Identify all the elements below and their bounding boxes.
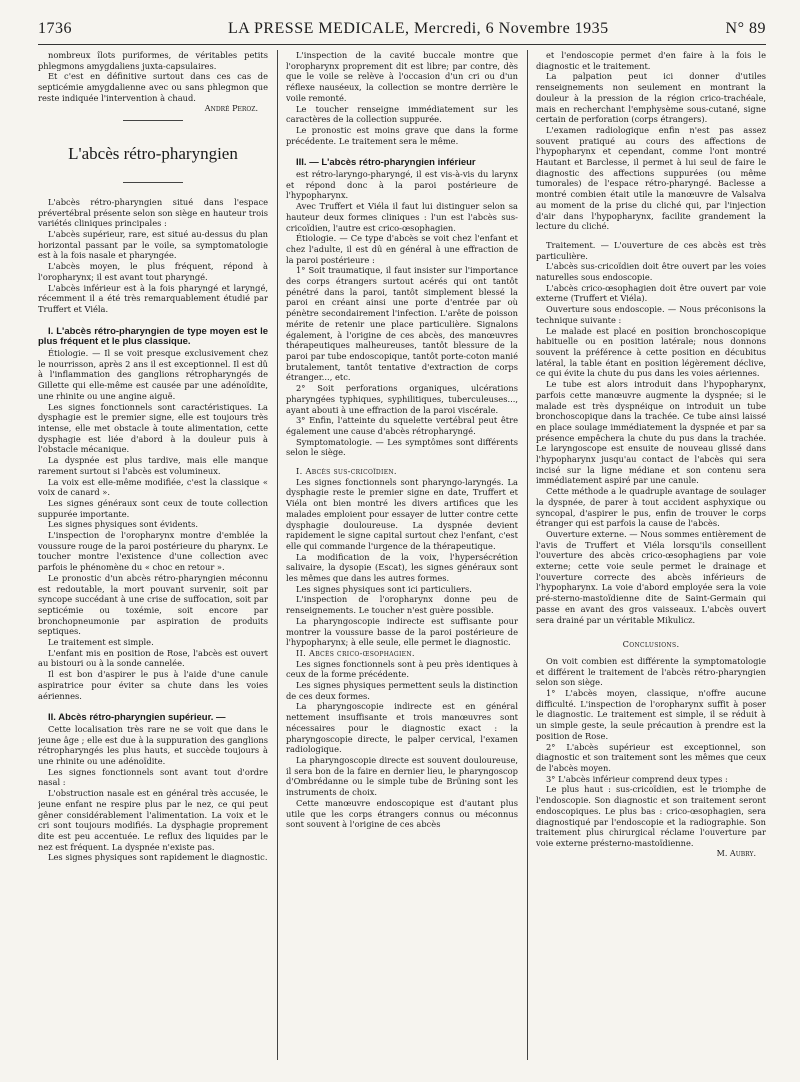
page-header (38, 20, 766, 42)
author-signature: André Peroz. (204, 103, 258, 113)
paragraph: Le plus haut : sus-cricoïdien, est le triomphe de l'endoscopie. Son diagnostic et son traitement seront endoscopiques. Le plus bas : crico-œsophagien, sera diagnostiqué par l'endoscopie et la radiographie. Son traitement plus chirurgical réclame l'ouverture par voie externe présterno-mastoïdienne. (536, 784, 766, 848)
paragraph: Le tube est alors introduit dans l'hypopharynx, parfois cette manœuvre augmente la dyspnée; si le malade est très dyspnéique on introduit un tube bronchoscopique dans la trachée. Ce tube ainsi laissé en place soulage immédiatement la dyspnée et par sa présence empêchera la chute du pus dans la trachée. Le laryngoscope est ensuite de nouveau glissé dans l'hypopharynx jusqu'au contact de l'abcès qui sera incisé sur la ligne médiane et son contenu sera immédiatement aspiré par une canule. (536, 379, 766, 486)
paragraph: Cette manœuvre endoscopique est d'autant plus utile que les corps étrangers connus ou méconnus sont souvent à l'origine de ces abcès (286, 797, 518, 830)
paragraph: 3° Enfin, l'atteinte du squelette vertébral peut être également une cause d'abcès rétropharyngé. (286, 415, 518, 436)
divider (123, 182, 183, 183)
paragraph: Ouverture sous endoscopie. — Nous préconisons la technique suivante : (536, 304, 766, 325)
paragraph: Les signes fonctionnels sont caractéristiques. La dysphagie est le premier signe, elle est toujours très intense, elle met obstacle à toute alimentation, cette dysphagie est liée d'abord à la douleur puis à l'obstacle mécanique. (38, 401, 268, 455)
divider (123, 120, 183, 121)
paragraph: et l'endoscopie permet d'en faire à la fois le diagnostic et le traitement. (536, 50, 766, 71)
paragraph: Le toucher renseigne immédiatement sur les caractères de la collection suppurée. (286, 103, 518, 125)
paragraph: Les signes physiques sont rapidement le diagnostic. (48, 852, 268, 863)
paragraph: L'inspection de l'oropharynx donne peu de renseignements. Le toucher n'est guère possible. (286, 594, 518, 616)
paragraph: L'enfant mis en position de Rose, l'abcès est ouvert au bistouri ou à la sonde cannelée. (38, 647, 268, 669)
author-signature: M. Aubry. (716, 848, 756, 858)
section-heading: II. Abcès rétro-pharyngien supérieur. — (48, 712, 226, 724)
paragraph: 3° L'abcès inférieur comprend deux types : (546, 773, 728, 784)
paragraph: La pharyngoscopie directe est souvent douloureuse, il sera bon de la faire en dernier lieu, le pharyngoscop d'Ombrédanne ou le simple tube de Brüning sont les instruments de choix. (286, 755, 518, 798)
paragraph: Il est bon d'aspirer le pus à l'aide d'une canule aspiratrice pour éviter sa chute dans les voies aériennes. (38, 669, 268, 701)
paragraph: La modification de la voix, l'hypersécrétion salivaire, la dysopie (Escat), les signes généraux sont les mêmes que dans les autres formes. (286, 551, 518, 584)
paragraph: L'abcès inférieur est à la fois pharyngé et laryngé, récemment il a été très remarquablement étudié par Truffert et Viéla. (38, 282, 268, 314)
paragraph: Traitement. — L'ouverture de ces abcès est très particulière. (536, 239, 766, 261)
paragraph: 2° Soit perforations organiques, ulcérations pharyngées typhiques, syphilitiques, tuberculeuses..., ayant abouti à une effraction de la paroi viscérale. (286, 383, 518, 415)
paragraph: Les signes fonctionnels sont avant tout d'ordre nasal : (38, 766, 268, 788)
paragraph: Les signes physiques permettent seuls la distinction de ces deux formes. (286, 680, 518, 701)
paragraph: 2° L'abcès supérieur est exceptionnel, son diagnostic et son traitement sont les mêmes que ceux de l'abcès moyen. (536, 741, 766, 773)
paragraph: est rétro-laryngo-pharyngé, il est vis-à-vis du larynx et répond donc à la paroi postérieure de l'hypopharynx. (286, 169, 518, 201)
newspaper-page (38, 20, 766, 1070)
column-1 (38, 50, 268, 1060)
paragraph: Et c'est en définitive surtout dans ces cas de septicémie amygdalienne avec ou sans phlegmon que reste indiquée l'intervention à chaud. (38, 71, 268, 103)
paragraph: Le traitement est simple. (48, 637, 154, 648)
paragraph: L'abcès rétro-pharyngien situé dans l'espace prévertébral présente selon son siège en hauteur trois variétés cliniques principales : (38, 196, 268, 229)
paragraph: Le pronostic est moins grave que dans la forme précédente. Le traitement sera le même. (286, 124, 518, 146)
paragraph: L'inspection de la cavité buccale montre que l'oropharynx proprement dit est libre; par contre, dès que le voile se relève à l'occasion d'un cri ou d'un réflexe nauséeux, la collection se montre derrière le voile remonté. (286, 50, 518, 103)
paragraph: L'abcès moyen, le plus fréquent, répond à l'oropharynx; il est avant tout pharyngé. (38, 261, 268, 282)
subheading: II. Abcès crico-œsophagien. (296, 647, 415, 658)
paragraph: Le malade est placé en position bronchoscopique habituelle ou en position latérale; nous donnons souvent la préférence à cette position en décubitus latéral, la table étant en position légèrement déclive, ce qui évite la chute du pus dans les voies aériennes. (536, 325, 766, 379)
column-rule (527, 50, 528, 1060)
paragraph: Les signes fonctionnels sont à peu près identiques à ceux de la forme précédente. (286, 658, 518, 680)
section-heading: III. — L'abcès rétro-pharyngien inférieur (296, 157, 476, 169)
paragraph: Ouverture externe. — Nous sommes entièrement de l'avis de Truffert et Viéla lorsqu'ils conseillent l'ouverture des abcès crico-œsophagiens par voie externe; cette voie seule permet le drainage et l'ouverture correcte des abcès inférieurs de l'hypopharynx. La voie d'abord employée sera la voie pré-sterno-mastoïdienne dite de Saint-Germain qui passe en avant des gros vaisseaux. L'abcès ouvert sera drainé par un véritable Mikulicz. (536, 528, 766, 625)
paragraph: La dyspnée est plus tardive, mais elle manque rarement surtout si l'abcès est volumineux. (38, 455, 268, 476)
paragraph: Cette méthode a le quadruple avantage de soulager la dyspnée, de parer à tout accident asphyxique ou syncopal, d'aspirer le pus, enfin de trouver le corps étranger qui est parfois la cause de l'abcès. (536, 486, 766, 529)
column-3 (536, 50, 766, 1060)
publication-title: LA PRESSE MEDICALE, Mercredi, 6 Novembre 1935 (228, 20, 609, 37)
paragraph: L'abcès sus-cricoïdien doit être ouvert par les voies naturelles sous endoscopie. (536, 261, 766, 283)
subheading: I. Abcès sus-cricoïdien. (296, 466, 397, 477)
paragraph: Étiologie. — Il se voit presque exclusivement chez le nourrisson, après 2 ans il est exceptionnel. Il est dû à l'inflammation des ganglions rétropharyngés de Gillette qui elle-même est causée par une adénoïdite, une rhinite ou une angine aiguë. (38, 348, 268, 401)
page-number: 1736 (38, 20, 72, 37)
paragraph: L'examen radiologique enfin n'est pas assez souvent pratiqué au cours des affections de l'hypopharynx et cependant, comme l'ont montré Hautant et Barclesse, il permet à lui seul de faire le diagnostic des affections suppurées (ou même tumorales) de l'espace rétro-pharyngé. Baclesse a montré combien était utile la manœuvre de Valsalva au moment de la prise du cliché qui, par l'injection d'air dans l'hypopharynx, facilite grandement la lecture du cliché. (536, 124, 766, 232)
paragraph: Symptomatologie. — Les symptômes sont différents selon le siège. (286, 436, 518, 458)
section-heading: I. L'abcès rétro-pharyngien de type moyen est le plus fréquent et le plus classique. (38, 325, 268, 348)
paragraph: 1° L'abcès moyen, classique, n'offre aucune difficulté. L'inspection de l'oropharynx suffit à poser le diagnostic. Le traitement est simple, il se réduit à un simple geste, la seule précaution à prendre est la position de Rose. (536, 688, 766, 741)
column-2 (286, 50, 518, 1060)
paragraph: Avec Truffert et Viéla il faut lui distinguer selon sa hauteur deux formes cliniques : l'un est l'abcès sus-cricoïdien, l'autre est crico-œsophagien. (286, 201, 518, 233)
paragraph: On voit combien est différente la symptomatologie et différent le traitement de l'abcès rétro-pharyngien selon son siège. (536, 655, 766, 688)
conclusions-heading: Conclusions. (622, 639, 680, 650)
paragraph: L'inspection de l'oropharynx montre d'emblée la voussure rouge de la paroi postérieure du pharynx. Le toucher montre l'existence d'une collection avec parfois le phénomène du « choc en retour ». (38, 530, 268, 573)
paragraph: Le pronostic d'un abcès rétro-pharyngien méconnu est redoutable, la mort pouvant survenir, soit par syncope succédant à une crise de suffocation, soit par septicémie ou toxémie, soit encore par bronchopneumonie par aspiration de produits septiques. (38, 572, 268, 637)
paragraph: L'abcès crico-œsophagien doit être ouvert par voie externe (Truffert et Viéla). (536, 282, 766, 304)
paragraph: L'abcès supérieur, rare, est situé au-dessus du plan horizontal passant par le voile, sa symptomatologie est à la fois nasale et pharyngée. (38, 229, 268, 261)
paragraph: L'obstruction nasale est en général très accusée, le jeune enfant ne respire plus par le nez, ce qui peut gêner considérablement l'alimentation. La voix et le cri sont toujours modifiés. La dysphagie proprement dite est peu accentuée. Le reflux des liquides par le nez est fréquent. La dyspnée n'existe pas. (38, 788, 268, 852)
paragraph: La pharyngoscopie indirecte est suffisante pour montrer la voussure basse de la paroi postérieure de l'hypopharynx; à elle seule, elle permet le diagnostic. (286, 615, 518, 648)
paragraph: 1° Soit traumatique, il faut insister sur l'importance des corps étrangers surtout acérés qui ont tantôt pénétré dans la paroi, tantôt simplement blessé la paroi en créant ainsi une porte d'entrée par où pénètre secondairement l'infection. L'arête de poisson mérite de retenir une place particulière. Signalons également, à l'origine de ces abcès, des manœuvres thérapeutiques malheureuses, tantôt blessure de la paroi par tube endoscopique, tantôt porte-coton manié brutalement, tantôt tentative d'extraction de corps étranger..., etc. (286, 265, 518, 383)
paragraph: Les signes physiques sont ici particuliers. (296, 583, 472, 594)
paragraph: Les signes physiques sont évidents. (48, 519, 199, 530)
column-rule (277, 50, 278, 1060)
paragraph: Les signes fonctionnels sont pharyngo-laryngés. La dysphagie reste le premier signe en date, Truffert et Viéla ont bien montré les divers artifices que les malades emploient pour essayer de lutter contre cette dysphagie douloureuse. La dyspnée devient rapidement le signe capital surtout chez l'enfant, c'est elle qui commande l'urgence de la thérapeutique. (286, 476, 518, 551)
header-rule (38, 44, 766, 45)
paragraph: Les signes généraux sont ceux de toute collection suppurée importante. (38, 497, 268, 519)
paragraph: Cette localisation très rare ne se voit que dans le jeune âge ; elle est due à la suppuration des ganglions rétropharyngés les plus hauts, et succède toujours à une rhinite ou une adénoïdite. (38, 723, 268, 767)
article-title: L'abcès rétro-pharyngien (68, 144, 238, 164)
issue-number: N° 89 (725, 20, 766, 37)
columns (38, 50, 766, 1060)
paragraph: La voix est elle-même modifiée, c'est la classique « voix de canard ». (38, 476, 268, 498)
paragraph: nombreux îlots puriformes, de véritables petits phlegmons amygdaliens juxta-capsulaires. (38, 50, 268, 71)
paragraph: La pharyngoscopie indirecte est en général nettement insuffisante et trois manœuvres sont nécessaires pour le diagnostic exact : la pharyngoscopie directe, le palper cervical, l'examen radiologique. (286, 701, 518, 755)
paragraph: Étiologie. — Ce type d'abcès se voit chez l'enfant et chez l'adulte, il est dû en général à une effraction de la paroi postérieure : (286, 233, 518, 265)
paragraph: La palpation peut ici donner d'utiles renseignements non seulement en montrant la douleur à la pression de la région crico-trachéale, mais en recherchant l'emphysème sous-cutané, signe certain de perforation (corps étrangers). (536, 71, 766, 125)
